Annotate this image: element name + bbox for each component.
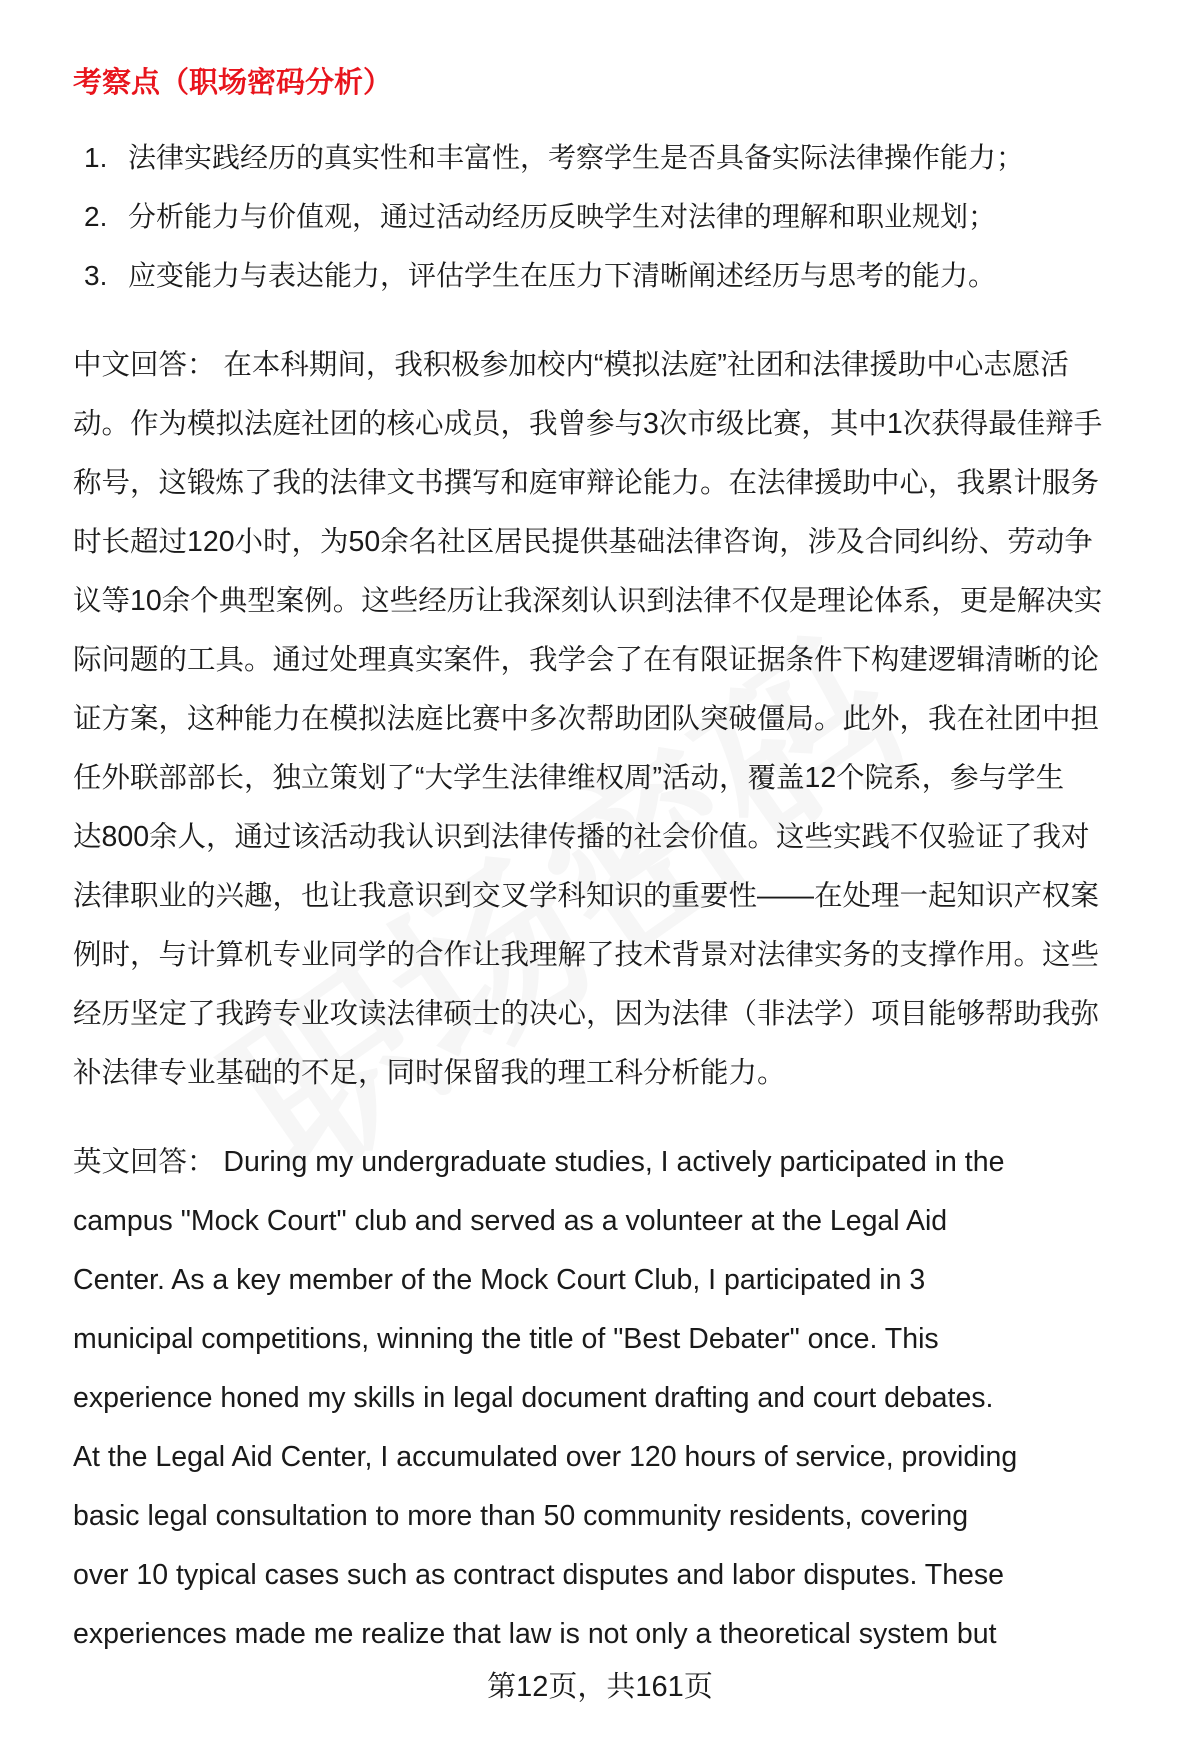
list-item [84, 197, 1024, 256]
text-line: 达800余人，通过该活动我认识到法律传播的社会价值。这些实践不仅验证了我对 [73, 821, 1090, 853]
text-line: 动。作为模拟法庭社团的核心成员，我曾参与3次市级比赛，其中1次获得最佳辩手 [73, 408, 1103, 440]
english-answer [73, 1142, 1017, 1673]
text-line: 证方案，这种能力在模拟法庭比赛中多次帮助团队突破僵局。此外，我在社团中担 [73, 703, 1100, 735]
list-number: 1. [84, 142, 108, 173]
list-item [84, 256, 1024, 315]
list-number: 2. [84, 201, 108, 232]
list-number: 3. [84, 260, 108, 291]
list-item [84, 138, 1024, 197]
text-line: 任外联部部长，独立策划了“大学生法律维权周”活动，覆盖12个院系，参与学生 [73, 762, 1065, 794]
text-line: campus "Mock Court" club and served as a volunteer at the Legal Aid [73, 1205, 948, 1237]
list-text: 分析能力与价值观，通过活动经历反映学生对法律的理解和职业规划； [128, 201, 997, 232]
text-line: experiences made me realize that law is not only a theoretical system but [73, 1618, 997, 1650]
text-line: 际问题的工具。通过处理真实案件，我学会了在有限证据条件下构建逻辑清晰的论 [73, 644, 1100, 676]
text-line: 英文回答： During my undergraduate studies, I actively participated in the [73, 1146, 1005, 1178]
assessment-points-list [84, 138, 1024, 315]
text-line: Center. As a key member of the Mock Court Club, I participated in 3 [73, 1264, 926, 1296]
text-line: 议等10余个典型案例。这些经历让我深刻认识到法律不仅是理论体系，更是解决实 [73, 585, 1103, 617]
text-line: 称号，这锻炼了我的法律文书撰写和庭审辩论能力。在法律援助中心，我累计服务 [73, 467, 1100, 499]
section-title: 考察点（职场密码分析） [73, 67, 393, 99]
text-line: 例时，与计算机专业同学的合作让我理解了技术背景对法律实务的支撑作用。这些 [73, 939, 1100, 971]
text-line: over 10 typical cases such as contract disputes and labor disputes. These [73, 1559, 1004, 1591]
text-line: experience honed my skills in legal document drafting and court debates. [73, 1382, 994, 1414]
page-number: 第12页，共161页 [487, 1671, 713, 1703]
chinese-answer [73, 345, 1102, 1112]
text-line: 中文回答： 在本科期间，我积极参加校内“模拟法庭”社团和法律援助中心志愿活 [73, 349, 1069, 381]
list-text: 应变能力与表达能力，评估学生在压力下清晰阐述经历与思考的能力。 [128, 260, 997, 291]
text-line: 经历坚定了我跨专业攻读法律硕士的决心，因为法律（非法学）项目能够帮助我弥 [73, 998, 1100, 1030]
text-line: basic legal consultation to more than 50 community residents, covering [73, 1500, 969, 1532]
text-line: 补法律专业基础的不足，同时保留我的理工科分析能力。 [73, 1057, 786, 1089]
list-text: 法律实践经历的真实性和丰富性，考察学生是否具备实际法律操作能力； [128, 142, 1025, 173]
text-line: 法律职业的兴趣，也让我意识到交叉学科知识的重要性——在处理一起知识产权案 [73, 880, 1100, 912]
text-line: municipal competitions, winning the title of "Best Debater" once. This [73, 1323, 939, 1355]
text-line: At the Legal Aid Center, I accumulated over 120 hours of service, providing [73, 1441, 1018, 1473]
text-line: 时长超过120小时，为50余名社区居民提供基础法律咨询，涉及合同纠纷、劳动争 [73, 526, 1093, 558]
